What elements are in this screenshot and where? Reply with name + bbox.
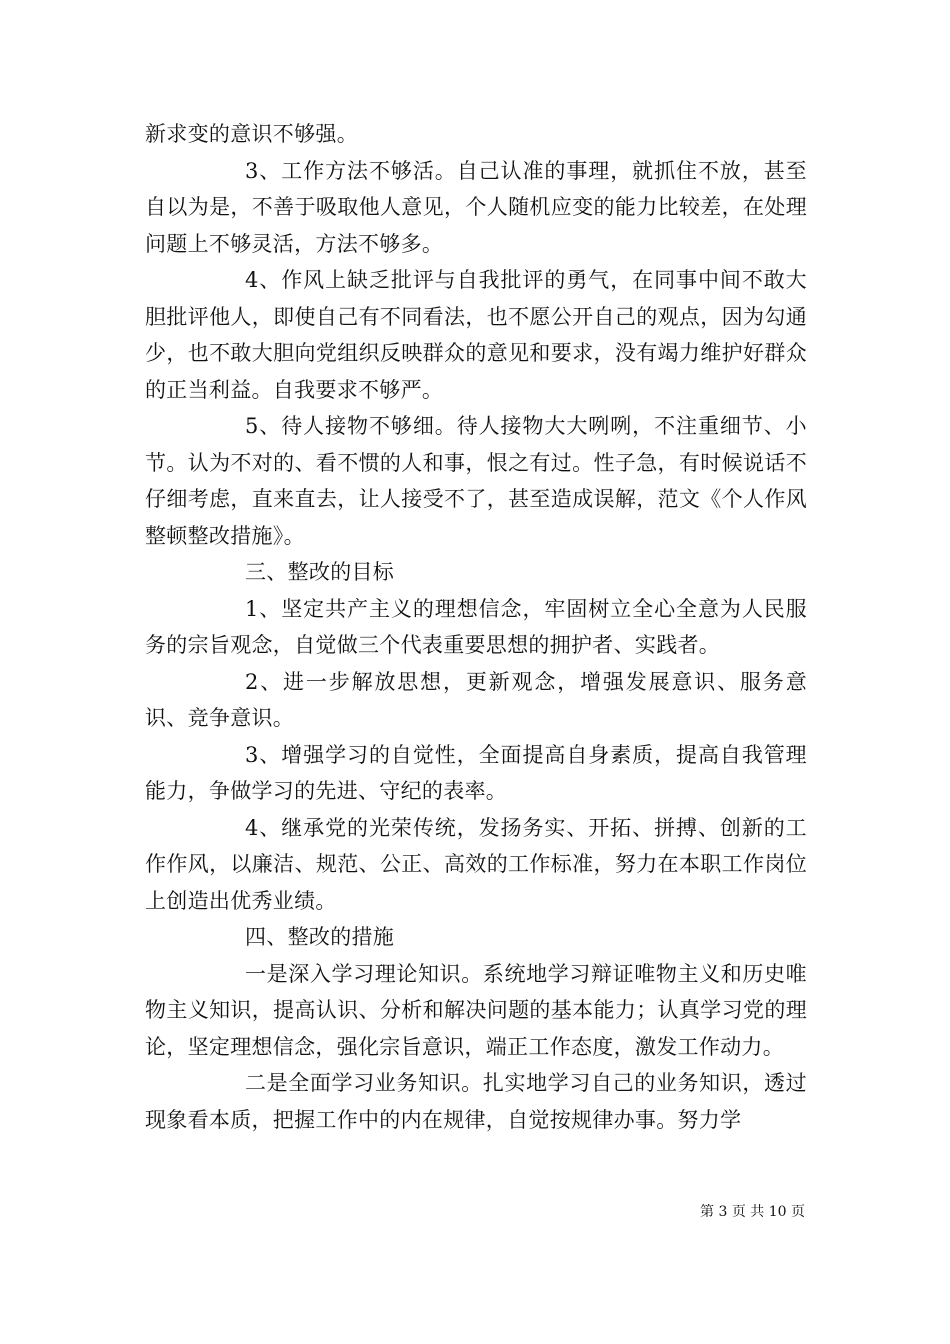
page-number: 第 3 页 共 10 页 bbox=[700, 1204, 805, 1220]
paragraph: 2、进一步解放思想，更新观念，增强发展意识、服务意识、竞争意识。 bbox=[145, 669, 807, 730]
document-body bbox=[145, 116, 807, 1138]
section-heading: 三、整改的目标 bbox=[245, 560, 395, 584]
paragraph: 4、作风上缺乏批评与自我批评的勇气，在同事中间不敢大胆批评他人，即使自己有不同看法，也不愿公开自己的观点，因为勾通少，也不敢大胆向党组织反映群众的意见和要求，没有竭力维护好群众的正当利益。自我要求不够严。 bbox=[145, 268, 807, 402]
paragraph: 1、坚定共产主义的理想信念，牢固树立全心全意为人民服务的宗旨观念，自觉做三个代表重要思想的拥护者、实践者。 bbox=[145, 596, 807, 657]
section-heading: 四、整改的措施 bbox=[245, 925, 395, 949]
paragraph: 二是全面学习业务知识。扎实地学习自己的业务知识，透过现象看本质，把握工作中的内在规律，自觉按规律办事。努力学 bbox=[145, 1071, 807, 1132]
paragraph: 3、工作方法不够活。自己认准的事理，就抓住不放，甚至自以为是，不善于吸取他人意见，个人随机应变的能力比较差，在处理问题上不够灵活，方法不够多。 bbox=[145, 158, 807, 256]
paragraph: 5、待人接物不够细。待人接物大大咧咧，不注重细节、小节。认为不对的、看不惯的人和事，恨之有过。性子急，有时候说话不仔细考虑，直来直去，让人接受不了，甚至造成误解，范文《个人作风整顿整改措施》。 bbox=[145, 414, 807, 548]
paragraph: 新求变的意识不够强。 bbox=[145, 122, 358, 146]
paragraph: 一是深入学习理论知识。系统地学习辩证唯物主义和历史唯物主义知识，提高认识、分析和解决问题的基本能力；认真学习党的理论，坚定理想信念，强化宗旨意识，端正工作态度，激发工作动力。 bbox=[145, 961, 807, 1059]
paragraph: 4、继承党的光荣传统，发扬务实、开拓、拼搏、创新的工作作风，以廉洁、规范、公正、高效的工作标准，努力在本职工作岗位上创造出优秀业绩。 bbox=[145, 815, 807, 913]
paragraph: 3、增强学习的自觉性，全面提高自身素质，提高自我管理能力，争做学习的先进、守纪的表率。 bbox=[145, 742, 807, 803]
